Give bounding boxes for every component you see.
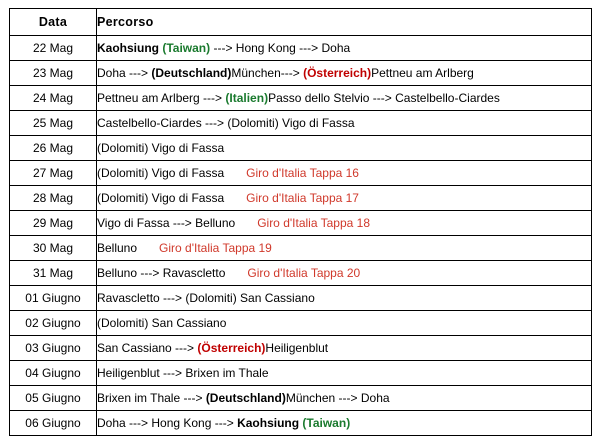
route-segment: (Taiwan): [302, 416, 351, 430]
column-header-route: Percorso: [97, 9, 592, 36]
cell-date: 02 Giugno: [10, 311, 97, 336]
route-segment: Pettneu am Arlberg: [371, 66, 474, 80]
cell-route: [97, 111, 592, 136]
table-row: [10, 36, 592, 61]
cell-route: [97, 186, 592, 211]
table-header-row: [10, 9, 592, 36]
table-row: [10, 86, 592, 111]
route-segment: Castelbello-Ciardes ---> (Dolomiti) Vigo di Fassa: [97, 116, 355, 130]
cell-date: 05 Giugno: [10, 386, 97, 411]
table-row: [10, 111, 592, 136]
cell-route: [97, 411, 592, 436]
table-row: [10, 311, 592, 336]
route-segment: (Dolomiti) Vigo di Fassa: [97, 191, 225, 205]
cell-date: 01 Giugno: [10, 286, 97, 311]
route-segment: (Österreich): [303, 66, 372, 80]
route-segment: Ravascletto ---> (Dolomiti) San Cassiano: [97, 291, 315, 305]
cell-date: 29 Mag: [10, 211, 97, 236]
table-row: [10, 236, 592, 261]
route-segment: (Deutschland): [151, 66, 232, 80]
route-segment: (Dolomiti) San Cassiano: [97, 316, 227, 330]
route-segment: Vigo di Fassa ---> Belluno: [97, 216, 236, 230]
table-row: [10, 336, 592, 361]
cell-date: 30 Mag: [10, 236, 97, 261]
route-segment: Passo dello Stelvio ---> Castelbello-Ciardes: [268, 91, 500, 105]
cell-date: 26 Mag: [10, 136, 97, 161]
table-row: [10, 386, 592, 411]
table-header: [10, 9, 592, 36]
column-header-date: Data: [10, 9, 97, 36]
cell-date: 04 Giugno: [10, 361, 97, 386]
cell-route: [97, 86, 592, 111]
route-segment: (Italien): [225, 91, 269, 105]
table-row: [10, 261, 592, 286]
cell-date: 25 Mag: [10, 111, 97, 136]
route-segment: San Cassiano --->: [97, 341, 198, 355]
route-segment: Doha --->: [97, 66, 152, 80]
stage-label: Giro d'Italia Tappa 19: [159, 241, 272, 255]
route-segment: Kaohsiung: [97, 41, 163, 55]
cell-date: 06 Giugno: [10, 411, 97, 436]
itinerary-page: [0, 8, 600, 431]
route-segment: München--->: [231, 66, 304, 80]
cell-date: 24 Mag: [10, 86, 97, 111]
route-segment: (Österreich): [197, 341, 266, 355]
route-segment: München ---> Doha: [285, 391, 390, 405]
cell-route: [97, 211, 592, 236]
cell-route: [97, 61, 592, 86]
cell-route: [97, 136, 592, 161]
cell-route: [97, 236, 592, 261]
table-body: [10, 36, 592, 436]
route-segment: (Dolomiti) Vigo di Fassa: [97, 166, 225, 180]
cell-route: [97, 286, 592, 311]
route-segment: Belluno: [97, 241, 138, 255]
stage-label: Giro d'Italia Tappa 16: [246, 166, 359, 180]
cell-date: 22 Mag: [10, 36, 97, 61]
route-segment: Pettneu am Arlberg --->: [97, 91, 226, 105]
stage-label: Giro d'Italia Tappa 18: [257, 216, 370, 230]
route-segment: Heiligenblut: [265, 341, 329, 355]
route-segment: (Taiwan): [162, 41, 211, 55]
cell-route: [97, 36, 592, 61]
stage-label: Giro d'Italia Tappa 17: [246, 191, 359, 205]
cell-date: 31 Mag: [10, 261, 97, 286]
table-row: [10, 186, 592, 211]
route-segment: Brixen im Thale --->: [97, 391, 206, 405]
cell-route: [97, 386, 592, 411]
route-segment: ---> Hong Kong ---> Doha: [210, 41, 351, 55]
route-segment: (Dolomiti) Vigo di Fassa: [97, 141, 225, 155]
cell-date: 28 Mag: [10, 186, 97, 211]
table-row: [10, 411, 592, 436]
cell-date: 03 Giugno: [10, 336, 97, 361]
cell-date: 27 Mag: [10, 161, 97, 186]
route-segment: Heiligenblut ---> Brixen im Thale: [97, 366, 269, 380]
cell-route: [97, 311, 592, 336]
cell-route: [97, 361, 592, 386]
table-row: [10, 136, 592, 161]
route-segment: (Deutschland): [205, 391, 286, 405]
itinerary-table: [9, 8, 592, 436]
cell-route: [97, 336, 592, 361]
route-segment: Doha ---> Hong Kong --->: [97, 416, 238, 430]
cell-route: [97, 261, 592, 286]
table-row: [10, 61, 592, 86]
cell-date: 23 Mag: [10, 61, 97, 86]
stage-label: Giro d'Italia Tappa 20: [247, 266, 361, 280]
route-segment: Kaohsiung: [237, 416, 303, 430]
route-segment: Belluno ---> Ravascletto: [97, 266, 226, 280]
table-row: [10, 286, 592, 311]
table-row: [10, 211, 592, 236]
table-row: [10, 361, 592, 386]
cell-route: [97, 161, 592, 186]
table-row: [10, 161, 592, 186]
